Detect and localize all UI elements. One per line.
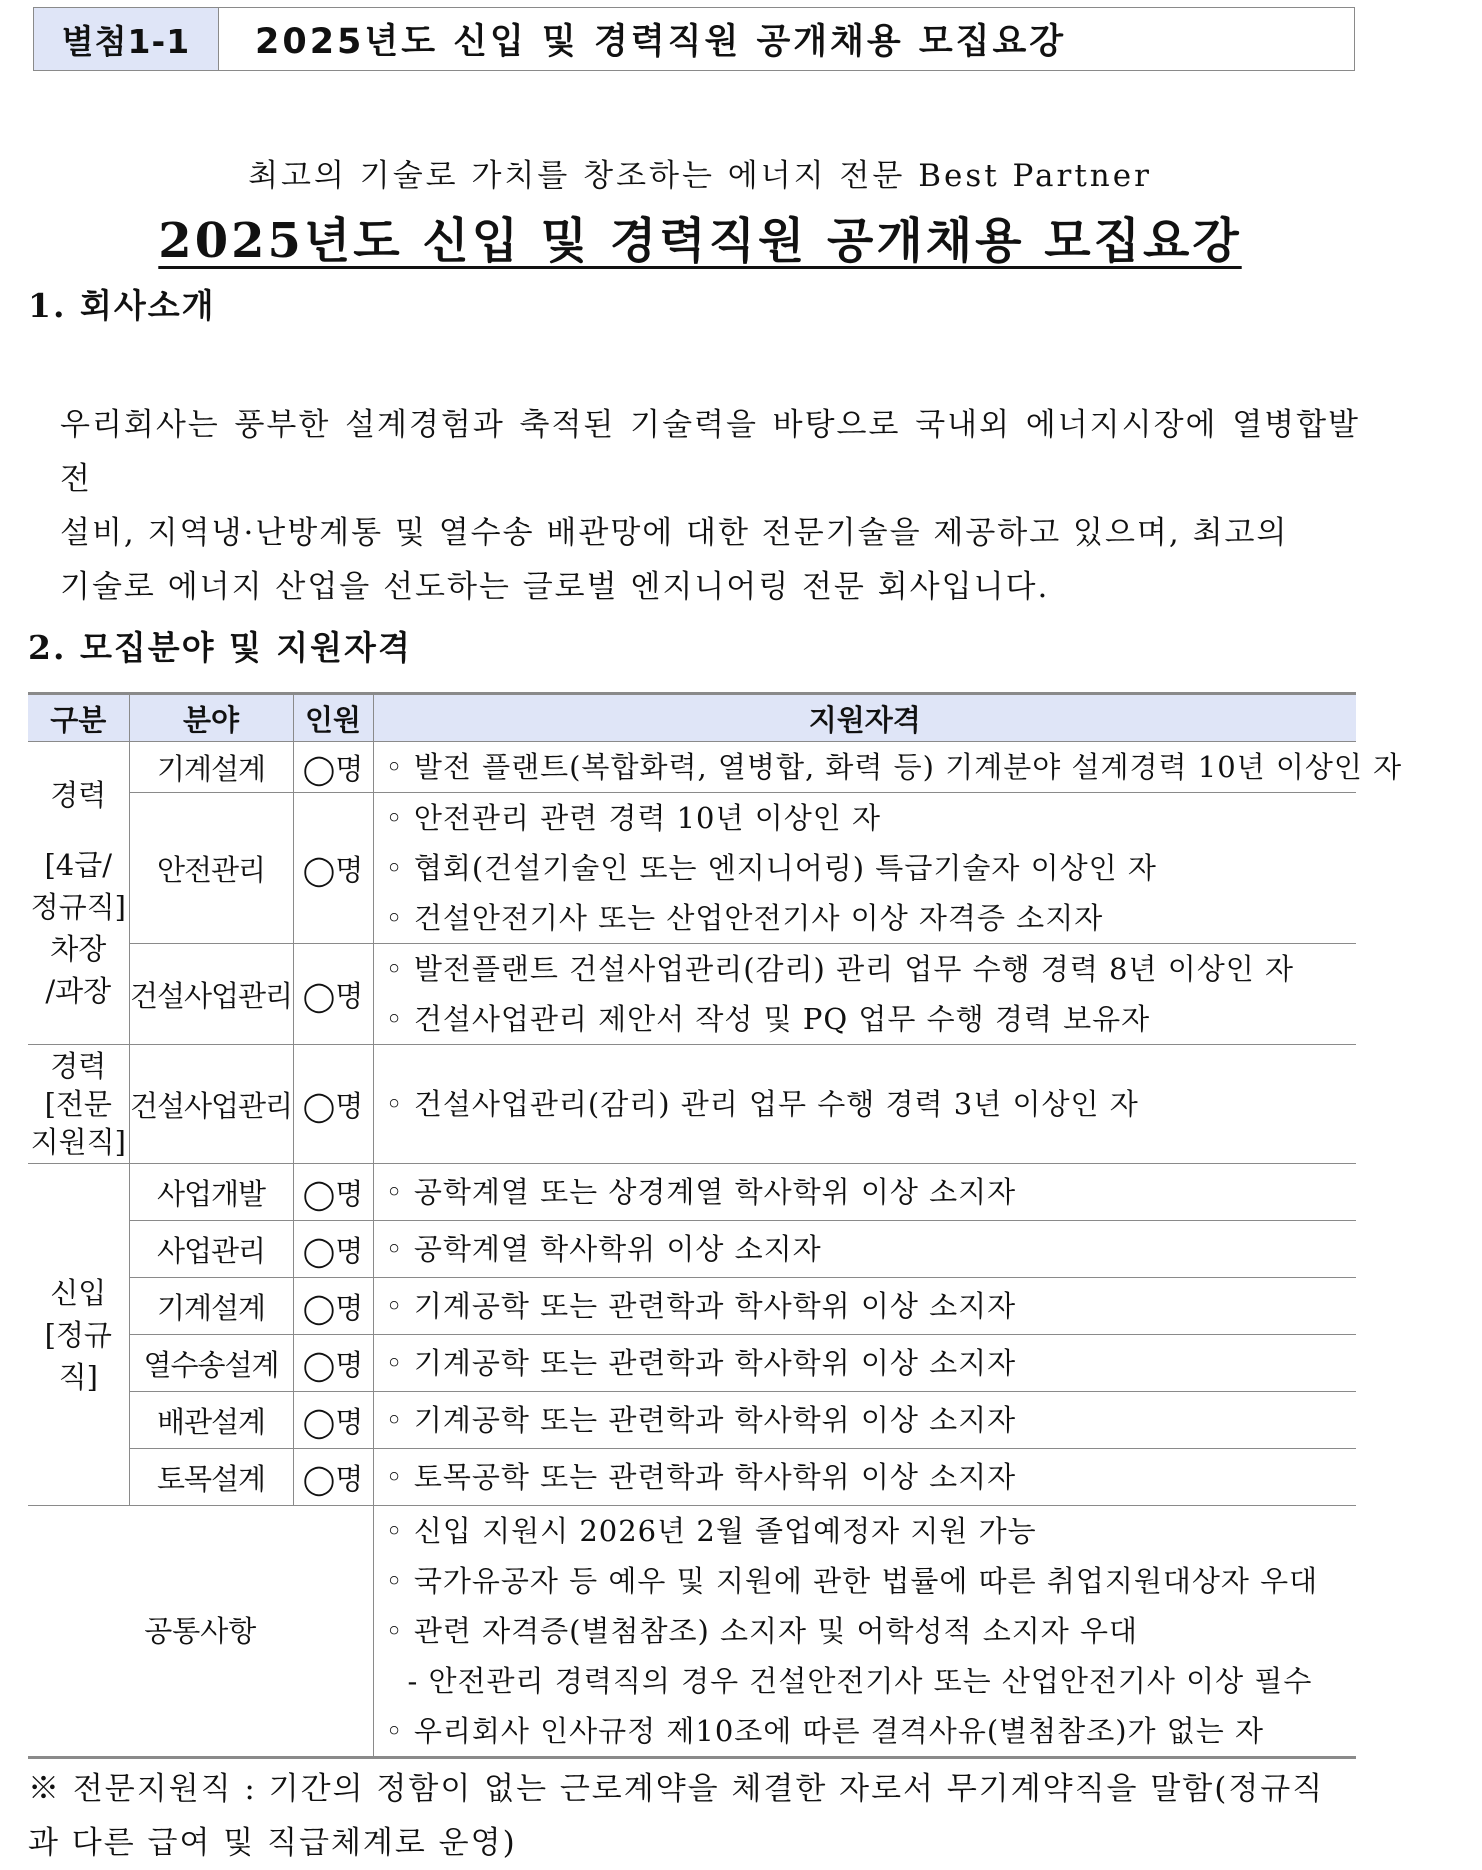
- footnote: [28, 1762, 1358, 1870]
- category-cell: [28, 1045, 129, 1164]
- attachment-title: 2025년도 신입 및 경력직원 공개채용 모집요강: [255, 22, 1067, 62]
- table-row: [28, 1278, 1356, 1335]
- field-cell: 열수송설계: [129, 1335, 293, 1392]
- qualification-line: ◦ 기계공학 또는 관련학과 학사학위 이상 소지자: [385, 1346, 1017, 1380]
- count-cell: ◯명: [293, 944, 373, 1045]
- document-subtitle: 최고의 기술로 가치를 창조하는 에너지 전문 Best Partner: [248, 158, 1152, 194]
- qualification-cell: [373, 1045, 1356, 1164]
- category-line: [정규직]: [44, 1317, 112, 1394]
- qualification-line: ◦ 건설안전기사 또는 산업안전기사 이상 자격증 소지자: [385, 901, 1104, 935]
- field-cell: 건설사업관리: [129, 944, 293, 1045]
- count-cell: ◯명: [293, 1449, 373, 1506]
- recruitment-table: [28, 692, 1403, 1759]
- column-header-qualifications: 지원자격: [373, 694, 1356, 742]
- category-line: [전문: [44, 1087, 112, 1121]
- count-cell: ◯명: [293, 1045, 373, 1164]
- common-line: ◦ 국가유공자 등 예우 및 지원에 관한 법률에 따른 취업지원대상자 우대: [385, 1564, 1319, 1598]
- column-header-category: 구분: [28, 694, 129, 742]
- qualification-cell: [373, 944, 1356, 1045]
- count-cell: ◯명: [293, 1221, 373, 1278]
- intro-line: 우리회사는 풍부한 설계경험과 축적된 기술력을 바탕으로 국내외 에너지시장에 열병합발전: [60, 407, 1360, 497]
- qualification-line: ◦ 안전관리 관련 경력 10년 이상인 자: [385, 801, 881, 835]
- intro-line: 설비, 지역냉·난방계통 및 열수송 배관망에 대한 전문기술을 제공하고 있으며, 최고의: [60, 515, 1289, 551]
- section-recruitment-heading: 2. 모집분야 및 지원자격: [28, 628, 412, 667]
- category-line: 정규직]: [30, 890, 126, 924]
- count-cell: ◯명: [293, 1392, 373, 1449]
- common-line: - 안전관리 경력직의 경우 건설안전기사 또는 산업안전기사 이상 필수: [407, 1664, 1313, 1698]
- qualification-cell: [373, 1278, 1356, 1335]
- category-line: 지원직]: [30, 1125, 126, 1159]
- qualification-cell: [373, 1335, 1356, 1392]
- company-intro-paragraph: [60, 398, 1360, 614]
- document-title: [0, 202, 1400, 271]
- field-cell: 건설사업관리: [129, 1045, 293, 1164]
- qualification-line: ◦ 발전플랜트 건설사업관리(감리) 관리 업무 수행 경력 8년 이상인 자: [385, 952, 1295, 986]
- section-company-intro-heading: 1. 회사소개: [28, 286, 216, 325]
- category-cell: [28, 742, 129, 1045]
- qualification-cell: [373, 1392, 1356, 1449]
- table-row: [28, 1449, 1356, 1506]
- field-cell: 기계설계: [129, 742, 293, 793]
- common-label-cell: 공통사항: [28, 1506, 373, 1758]
- qualification-cell: [373, 793, 1356, 944]
- field-cell: 안전관리: [129, 793, 293, 944]
- table-row: [28, 944, 1356, 1045]
- field-cell: 사업개발: [129, 1164, 293, 1221]
- footnote-line: 과 다른 급여 및 직급체계로 운영): [28, 1825, 517, 1861]
- qualification-cell: [373, 742, 1403, 793]
- category-cell: [28, 1164, 129, 1506]
- table-row: [28, 1164, 1356, 1221]
- intro-line: 기술로 에너지 산업을 선도하는 글로벌 엔지니어링 전문 회사입니다.: [60, 569, 1050, 605]
- common-qualification-cell: [373, 1506, 1356, 1758]
- count-cell: ◯명: [293, 793, 373, 944]
- footnote-line: ※ 전문지원직 : 기간의 정함이 없는 근로계약을 체결한 자로서 무기계약직을 말함(정규직: [28, 1771, 1325, 1807]
- attachment-header: [33, 7, 1355, 71]
- count-cell: ◯명: [293, 1335, 373, 1392]
- qualification-line: ◦ 협회(건설기술인 또는 엔지니어링) 특급기술자 이상인 자: [385, 851, 1157, 885]
- qualification-line: ◦ 건설사업관리 제안서 작성 및 PQ 업무 수행 경력 보유자: [385, 1002, 1151, 1036]
- category-line: 경력: [50, 778, 107, 812]
- qualification-cell: [373, 1164, 1356, 1221]
- qualification-line: ◦ 건설사업관리(감리) 관리 업무 수행 경력 3년 이상인 자: [385, 1087, 1139, 1121]
- document-title-text: 2025년도 신입 및 경력직원 공개채용 모집요강: [158, 213, 1242, 269]
- field-cell: 기계설계: [129, 1278, 293, 1335]
- column-header-field: 분야: [129, 694, 293, 742]
- qualification-line: ◦ 기계공학 또는 관련학과 학사학위 이상 소지자: [385, 1289, 1017, 1323]
- field-cell: 배관설계: [129, 1392, 293, 1449]
- qualification-line: ◦ 공학계열 학사학위 이상 소지자: [385, 1232, 822, 1266]
- qualification-line: ◦ 발전 플랜트(복합화력, 열병합, 화력 등) 기계분야 설계경력 10년 이상인 자: [385, 750, 1403, 784]
- category-line: /과장: [45, 974, 112, 1008]
- qualification-line: ◦ 공학계열 또는 상경계열 학사학위 이상 소지자: [385, 1175, 1017, 1209]
- attachment-tag: 별첨1-1: [34, 8, 219, 70]
- field-cell: 사업관리: [129, 1221, 293, 1278]
- qualification-line: ◦ 토목공학 또는 관련학과 학사학위 이상 소지자: [385, 1460, 1017, 1494]
- table-row-common: [28, 1506, 1356, 1758]
- count-cell: ◯명: [293, 1278, 373, 1335]
- category-line: 신입: [50, 1275, 107, 1310]
- count-cell: ◯명: [293, 742, 373, 793]
- qualification-cell: [373, 1449, 1356, 1506]
- qualification-cell: [373, 1221, 1356, 1278]
- table-row: [28, 1335, 1356, 1392]
- qualification-line: ◦ 기계공학 또는 관련학과 학사학위 이상 소지자: [385, 1403, 1017, 1437]
- column-header-count: 인원: [293, 694, 373, 742]
- table-row: [28, 1392, 1356, 1449]
- category-line: [4급/: [44, 848, 113, 882]
- count-cell: ◯명: [293, 1164, 373, 1221]
- table-row: [28, 1045, 1356, 1164]
- category-line: 경력: [50, 1049, 107, 1083]
- table-row: [28, 1221, 1356, 1278]
- common-line: ◦ 우리회사 인사규정 제10조에 따른 결격사유(별첨참조)가 없는 자: [385, 1714, 1265, 1748]
- table-row: [28, 742, 1356, 793]
- field-cell: 토목설계: [129, 1449, 293, 1506]
- table-header-row: [28, 694, 1356, 742]
- common-line: ◦ 관련 자격증(별첨참조) 소지자 및 어학성적 소지자 우대: [385, 1614, 1139, 1648]
- table-row: [28, 793, 1356, 944]
- category-line: 차장: [50, 932, 107, 966]
- common-line: ◦ 신입 지원시 2026년 2월 졸업예정자 지원 가능: [385, 1514, 1037, 1548]
